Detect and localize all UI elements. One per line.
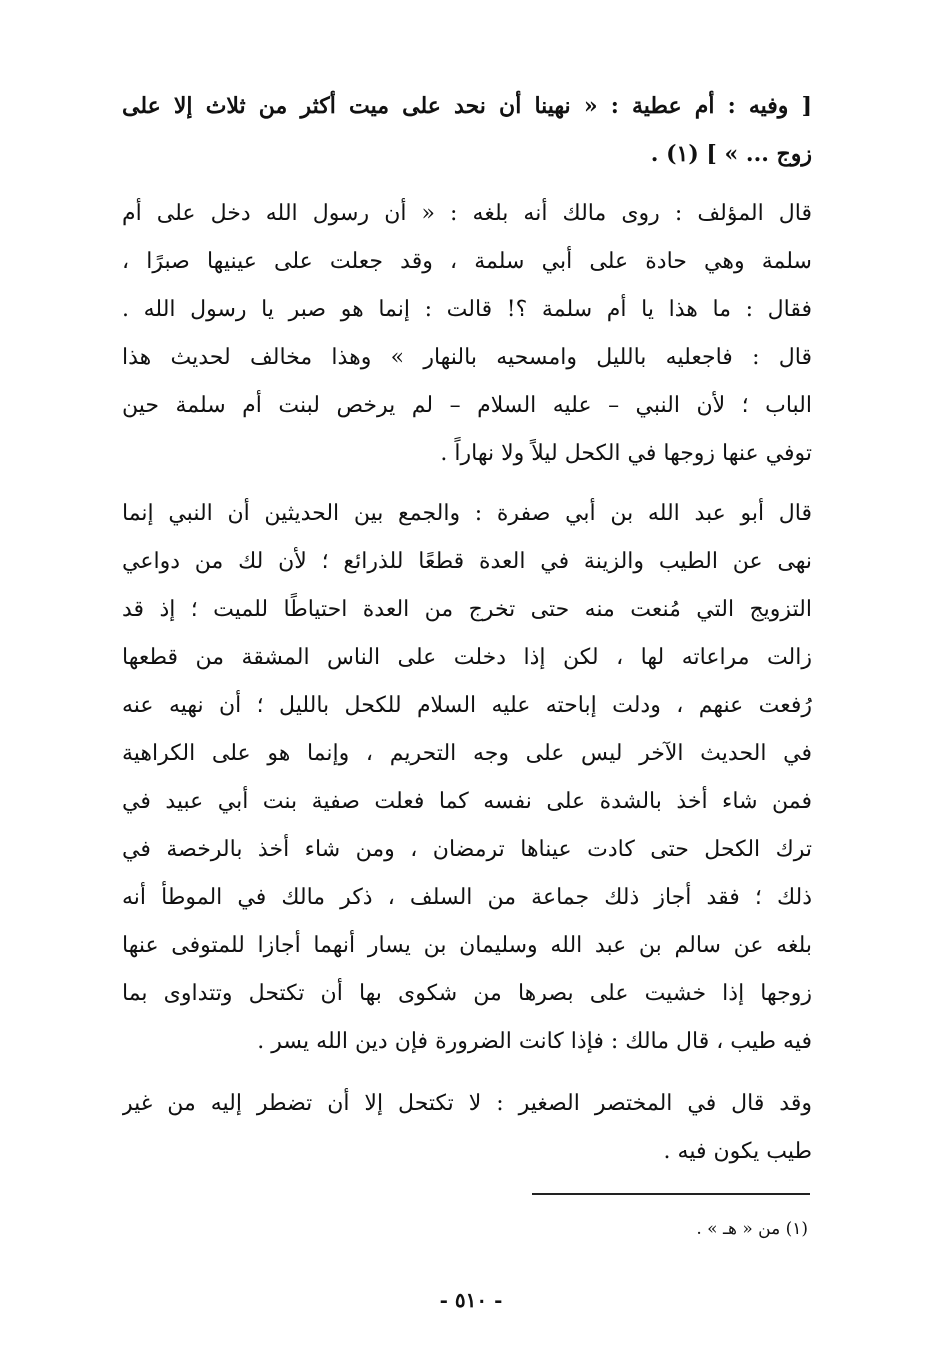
- text-line: التزويج التي مُنعت منه حتى تخرج من العدة احتياطًا للميت ؛ إذ قد: [122, 597, 812, 622]
- text-line: طيب يكون فيه .: [663, 1139, 812, 1164]
- text-line: فقال : ما هذا يا أم سلمة ؟! قالت : إنما هو صبر يا رسول الله .: [122, 297, 812, 322]
- footnote-separator: [532, 1193, 810, 1195]
- text-line: في الحديث الآخر ليس على وجه التحريم ، وإنما هو على الكراهية: [122, 741, 812, 766]
- text-line: توفي عنها زوجها في الكحل ليلاً ولا نهاراً .: [440, 441, 812, 466]
- text-line: قال المؤلف : روى مالك أنه بلغه : « أن رسول الله دخل على أم: [122, 201, 812, 226]
- paragraph-mukhtasar: [122, 1080, 812, 1176]
- text-line: الباب ؛ لأن النبي – عليه السلام – لم يرخص لبنت أم سلمة حين: [122, 393, 812, 418]
- page-number: [0, 1288, 942, 1312]
- text-line: فيه طيب ، قال مالك : فإذا كانت الضرورة فإن دين الله يسر .: [257, 1029, 812, 1054]
- text-line: بلغه عن سالم بن عبد الله وسليمان بن يسار أنهما أجازا للمتوفى عنها: [122, 933, 812, 958]
- paragraph-author-malik: [122, 190, 812, 478]
- footnote: (١) من « هـ » .: [696, 1219, 808, 1239]
- text-line: ذلك ؛ فقد أجاز ذلك جماعة من السلف ، ذكر مالك في الموطأ أنه: [122, 885, 812, 910]
- text-line: زوج ... » ] (١) .: [650, 141, 812, 167]
- text-line: رُفعت عنهم ، ودلت إباحته عليه السلام للكحل بالليل ؛ أن نهيه عنه: [122, 693, 812, 718]
- text-line: قال : فاجعليه بالليل وامسحيه بالنهار » وهذا مخالف لحديث هذا: [122, 345, 812, 370]
- text-line: زوجها إذا خشيت على بصرها من شكوى بها أن تكتحل وتتداوى بما: [122, 981, 812, 1006]
- text-line: زالت مراعاته لها ، لكن إذا دخلت على الناس المشقة من قطعها: [122, 645, 812, 670]
- paragraph-um-atiyya: [122, 82, 812, 178]
- text-line: سلمة وهي حادة على أبي سلمة ، وقد جعلت على عينيها صبرًا ،: [122, 249, 812, 274]
- text-line: [ وفيه : أم عطية : « نهينا أن نحد على ميت أكثر من ثلاث إلا على: [122, 93, 812, 119]
- paragraph-ibn-abi-sufra: [122, 490, 812, 1066]
- text-line: وقد قال في المختصر الصغير : لا تكتحل إلا أن تضطر إليه من غير: [122, 1091, 812, 1116]
- text-line: فمن شاء أخذ بالشدة على نفسه كما فعلت صفية بنت أبي عبيد في: [122, 789, 812, 814]
- text-line: نهى عن الطيب والزينة في العدة قطعًا للذرائع ؛ لأن لك من دواعي: [122, 549, 812, 574]
- page-number-text: - ٥١٠ -: [439, 1288, 503, 1312]
- text-line: ترك الكحل حتى كادت عيناها ترمضان ، ومن شاء أخذ بالرخصة في: [122, 837, 812, 862]
- text-line: قال أبو عبد الله بن أبي صفرة : والجمع بين الحديثين أن النبي إنما: [122, 501, 812, 526]
